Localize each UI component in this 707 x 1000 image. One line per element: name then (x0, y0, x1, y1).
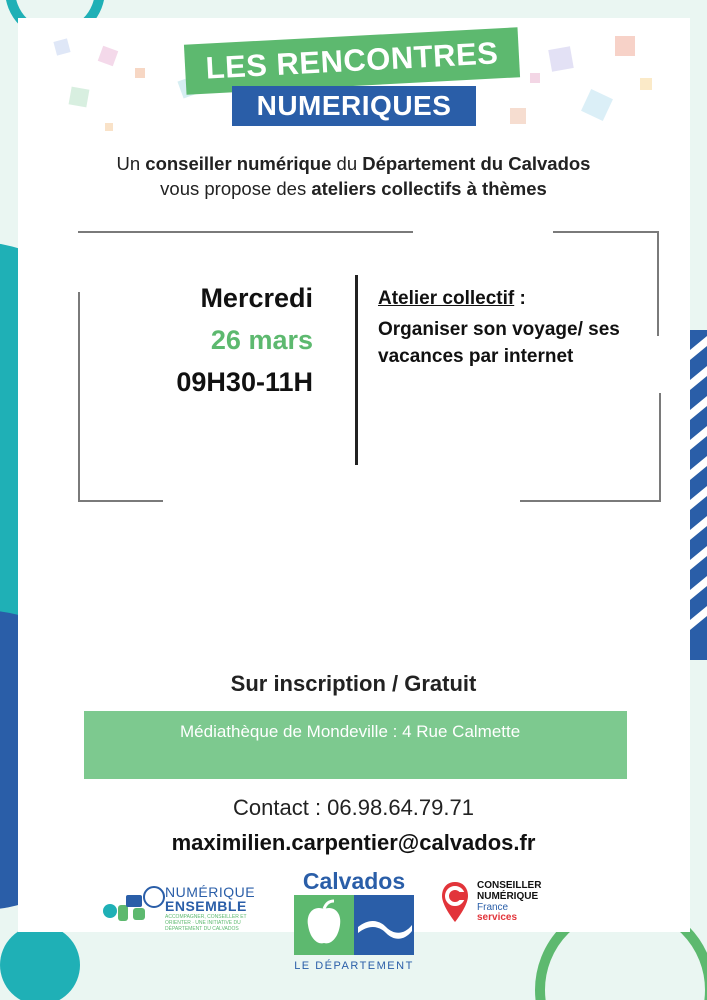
divider-vertical (355, 275, 358, 465)
calvados-logo-name: Calvados (302, 868, 406, 894)
numerique-ensemble-tagline: ACCOMPAGNER, CONSEILLER ET ORIENTER · UNE INITIATIVE DU DÉPARTEMENT DU CALVADOS (165, 914, 247, 932)
intro-emphasis: conseiller numérique (145, 153, 332, 174)
conseiller-line3: France (477, 902, 509, 913)
c-location-icon (440, 880, 470, 924)
intro-text: du (331, 153, 363, 174)
intro-line1 (0, 153, 707, 175)
event-date: 26 mars (210, 325, 313, 355)
registration-text: Sur inscription / Gratuit (230, 671, 477, 696)
frame-bottom-left (78, 500, 163, 502)
venue-address: Médiathèque de Mondeville : 4 Rue Calmette (180, 722, 521, 741)
frame-bottom-right (520, 500, 661, 502)
conseiller-line1: CONSEILLER (477, 880, 542, 891)
calvados-logo-subtitle: LE DÉPARTEMENT (294, 960, 414, 972)
atelier-description: Organiser son voyage/ ses vacances par internet (378, 319, 620, 367)
intro-text: vous propose des (160, 178, 312, 199)
frame-right-bottom (659, 393, 661, 502)
atelier-title-text: Atelier collectif (378, 288, 515, 309)
apple-wave-icon (294, 895, 414, 955)
atelier-title-colon: : (514, 288, 526, 309)
header-title-line1: LES RENCONTRES (184, 27, 520, 94)
conseiller-line2: NUMÉRIQUE (477, 891, 539, 902)
conseiller-logo-text (477, 880, 541, 902)
intro-line2 (0, 178, 707, 200)
frame-top-left (78, 231, 413, 233)
right-stripes (690, 330, 707, 660)
intro-emphasis: ateliers collectifs à thèmes (311, 178, 547, 199)
atelier-title (378, 288, 526, 310)
numerique-ensemble-line1: NUMÉRIQUE (165, 884, 256, 900)
frame-right-top (657, 231, 659, 336)
contact-phone: Contact : 06.98.64.79.71 (233, 795, 474, 820)
contact-email[interactable]: maximilien.carpentier@calvados.fr (171, 830, 536, 855)
frame-top-right (553, 231, 659, 233)
intro-text: Un (116, 153, 146, 174)
conseiller-line4: services (477, 912, 518, 923)
event-day: Mercredi (200, 283, 313, 313)
numerique-ensemble-line2: ENSEMBLE (165, 898, 247, 914)
event-time: 09H30-11H (176, 367, 313, 397)
header-title-line2: NUMERIQUES (232, 86, 476, 126)
frame-left (78, 292, 80, 502)
intro-emphasis: Département du Calvados (362, 153, 591, 174)
